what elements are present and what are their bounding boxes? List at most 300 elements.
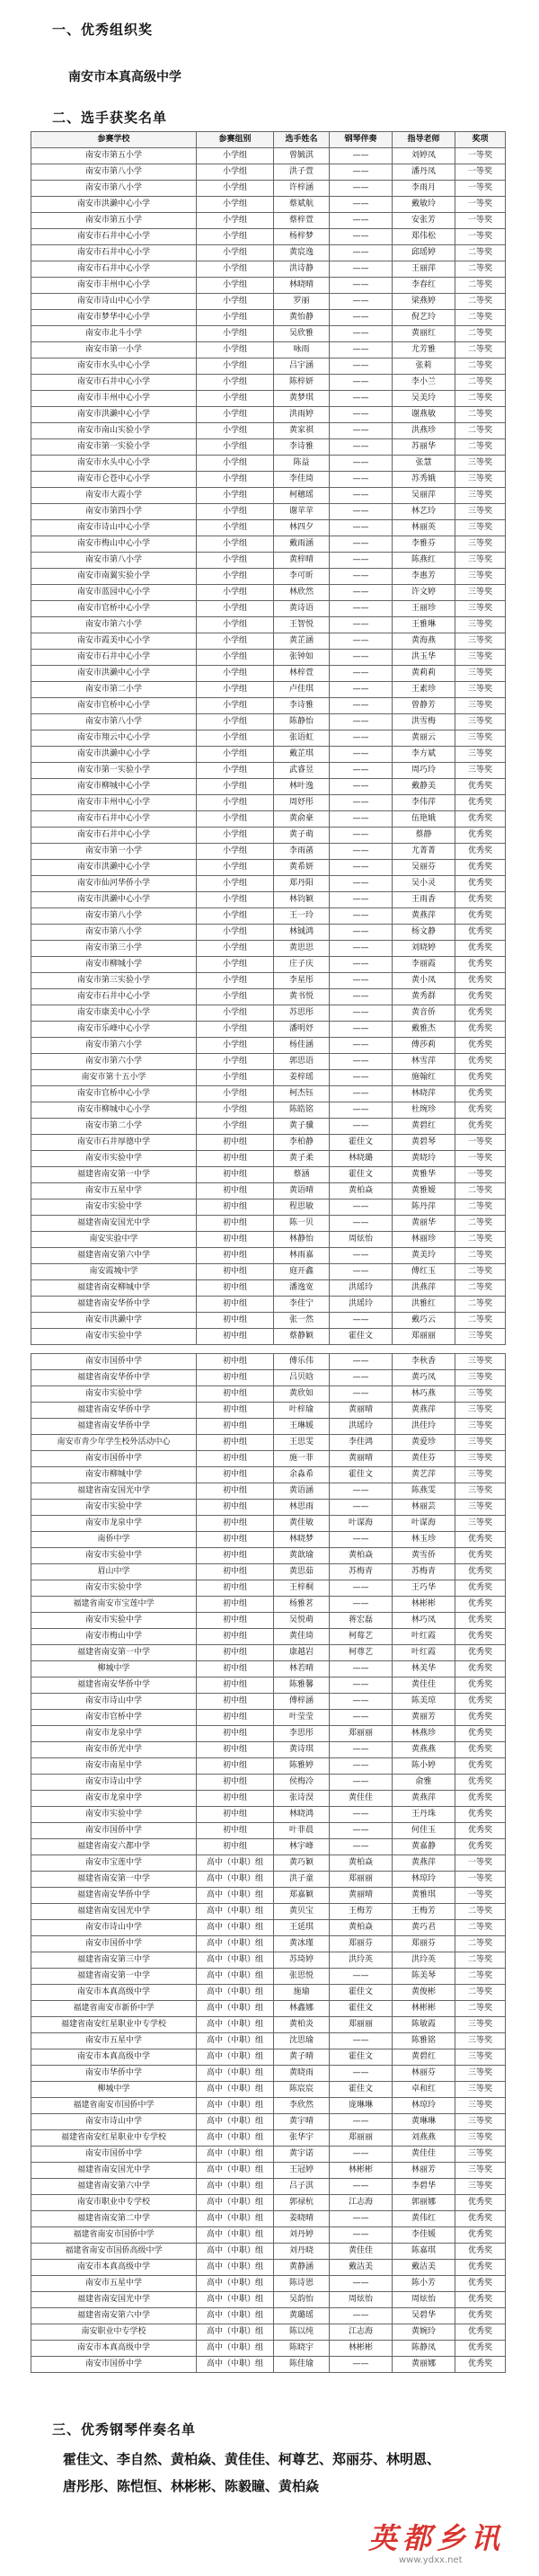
cell-award: 优秀奖	[455, 1775, 506, 1791]
cell-teacher: 郑丽丽	[393, 1329, 455, 1345]
cell-group: 小学组	[197, 844, 274, 860]
table-row	[31, 488, 506, 504]
cell-teacher: 黄碧琴	[393, 1135, 455, 1151]
cell-group: 小学组	[197, 763, 274, 779]
table-row	[31, 779, 506, 795]
cell-school: 南安市南山实验小学	[31, 423, 197, 439]
cell-accompanist: ——	[330, 617, 393, 633]
cell-contestant: 林若晴	[274, 1661, 330, 1677]
cell-school: 南安市柳城小学	[31, 957, 197, 973]
cell-school: 南安市水头中心小学	[31, 456, 197, 472]
cell-accompanist: ——	[330, 666, 393, 682]
cell-teacher: 施翰红	[393, 1070, 455, 1086]
cell-contestant: 黄希妍	[274, 860, 330, 876]
cell-contestant: 黄梦琪	[274, 391, 330, 407]
cell-award: 三等奖	[455, 504, 506, 520]
table-row	[31, 1742, 506, 1758]
cell-contestant: 张华宇	[274, 2130, 330, 2147]
cell-teacher: 黄燕燕	[393, 1742, 455, 1758]
cell-award: 优秀奖	[455, 2244, 506, 2260]
cell-award: 二等奖	[455, 1936, 506, 1952]
cell-teacher: 许文婷	[393, 585, 455, 601]
cell-accompanist: ——	[330, 1500, 393, 1516]
cell-award: 二等奖	[455, 391, 506, 407]
watermark-logo-text: 英都乡讯	[368, 2521, 506, 2555]
table-row	[31, 1661, 506, 1677]
cell-contestant: 黄晓雨	[274, 2066, 330, 2082]
cell-award: 三等奖	[455, 1386, 506, 1403]
cell-group: 小学组	[197, 164, 274, 181]
cell-school: 南安市石井中心小学	[31, 229, 197, 245]
cell-accompanist: ——	[330, 504, 393, 520]
site-watermark	[368, 2516, 521, 2572]
cell-accompanist: ——	[330, 682, 393, 698]
cell-accompanist: ——	[330, 407, 393, 423]
cell-school: 南安市诗山中学	[31, 1694, 197, 1710]
cell-group: 初中组	[197, 1758, 274, 1775]
cell-teacher: 潘丹凤	[393, 164, 455, 181]
cell-group: 小学组	[197, 860, 274, 876]
cell-accompanist: ——	[330, 601, 393, 617]
cell-award: 一等奖	[455, 1888, 506, 1904]
cell-school: 南安市国侨中学	[31, 2357, 197, 2373]
cell-accompanist: ——	[330, 1216, 393, 1232]
cell-school: 福建省南安第一中学	[31, 1167, 197, 1183]
cell-contestant: 庭开鑫	[274, 1264, 330, 1280]
cell-group: 高中（中职）组	[197, 2130, 274, 2147]
table-row	[31, 1726, 506, 1742]
cell-teacher: 戴巧云	[393, 1313, 455, 1329]
cell-school: 福建省南安第一中学	[31, 1645, 197, 1661]
table-row	[31, 1823, 506, 1839]
cell-contestant: 叶菲晨	[274, 1823, 330, 1839]
cell-award: 优秀奖	[455, 1022, 506, 1038]
cell-accompanist: ——	[330, 472, 393, 488]
cell-award: 一等奖	[455, 1151, 506, 1167]
cell-award: 三等奖	[455, 730, 506, 747]
cell-accompanist: ——	[330, 326, 393, 342]
cell-accompanist: ——	[330, 1386, 393, 1403]
cell-teacher: 林燕珍	[393, 1726, 455, 1742]
cell-group: 小学组	[197, 294, 274, 310]
cell-group: 高中（中职）组	[197, 1952, 274, 1969]
cell-accompanist: ——	[330, 359, 393, 375]
cell-accompanist: ——	[330, 908, 393, 925]
cell-group: 初中组	[197, 1580, 274, 1597]
cell-group: 初中组	[197, 1183, 274, 1199]
cell-teacher: 傅红玉	[393, 1264, 455, 1280]
table-row	[31, 2082, 506, 2098]
cell-contestant: 苏思彤	[274, 1005, 330, 1022]
cell-contestant: 庄子庆	[274, 957, 330, 973]
cell-teacher: 黄俊彬	[393, 1985, 455, 2001]
cell-accompanist: ——	[330, 569, 393, 585]
cell-contestant: 叶莹莹	[274, 1710, 330, 1726]
table-row	[31, 1297, 506, 1313]
cell-contestant: 吴欣雅	[274, 326, 330, 342]
cell-teacher: 吴碧华	[393, 2308, 455, 2324]
cell-award: 优秀奖	[455, 1119, 506, 1135]
cell-accompanist: ——	[330, 892, 393, 908]
cell-group: 高中（中职）组	[197, 2114, 274, 2130]
cell-teacher: 陈雅铭	[393, 2033, 455, 2049]
cell-award: 三等奖	[455, 2179, 506, 2195]
cell-accompanist: ——	[330, 294, 393, 310]
cell-award: 优秀奖	[455, 1613, 506, 1629]
table-row	[31, 1548, 506, 1564]
table-row	[31, 1151, 506, 1167]
cell-award: 优秀奖	[455, 1580, 506, 1597]
cell-contestant: 林晓梦	[274, 1532, 330, 1548]
cell-teacher: 黄燕萍	[393, 1855, 455, 1872]
cell-contestant: 吕宇涵	[274, 359, 330, 375]
cell-school: 南安市第一小学	[31, 844, 197, 860]
cell-award: 优秀奖	[455, 2324, 506, 2341]
cell-teacher: 安张芳	[393, 213, 455, 229]
table-row	[31, 1199, 506, 1216]
cell-group: 初中组	[197, 1742, 274, 1758]
table-row	[31, 148, 506, 164]
cell-school: 南安市五星中学	[31, 1183, 197, 1199]
cell-school: 福建省南安华侨中学	[31, 1403, 197, 1419]
cell-contestant: 黄子骥	[274, 1119, 330, 1135]
cell-group: 小学组	[197, 747, 274, 763]
cell-award: 三等奖	[455, 1483, 506, 1500]
cell-contestant: 李雨菡	[274, 844, 330, 860]
cell-group: 小学组	[197, 342, 274, 359]
table-row	[31, 1403, 506, 1419]
cell-group: 小学组	[197, 682, 274, 698]
cell-group: 小学组	[197, 504, 274, 520]
cell-accompanist: 黄丽晴	[330, 1888, 393, 1904]
cell-teacher: 李方斌	[393, 747, 455, 763]
cell-teacher: 黄丽云	[393, 730, 455, 747]
cell-group: 高中（中职）组	[197, 2082, 274, 2098]
cell-award: 二等奖	[455, 1232, 506, 1248]
table-row	[31, 439, 506, 456]
cell-teacher: 郑丽芬	[393, 1936, 455, 1952]
cell-school: 福建省南安市国侨高级中学	[31, 2244, 197, 2260]
cell-accompanist: ——	[330, 1370, 393, 1386]
cell-teacher: 林巧凤	[393, 1613, 455, 1629]
cell-teacher: 黄巧凤	[393, 1370, 455, 1386]
cell-school: 福建省南安红星职业中专学校	[31, 2130, 197, 2147]
cell-teacher: 李伟萍	[393, 795, 455, 811]
cell-contestant: 黄冰瑾	[274, 1936, 330, 1952]
cell-accompanist: ——	[330, 957, 393, 973]
cell-group: 初中组	[197, 1135, 274, 1151]
cell-school: 南安市实验中学	[31, 1386, 197, 1403]
cell-award: 三等奖	[455, 472, 506, 488]
cell-group: 小学组	[197, 908, 274, 925]
cell-school: 南安市侨光中学	[31, 1742, 197, 1758]
cell-school: 南安市石井中心小学	[31, 989, 197, 1005]
cell-accompanist: 霍佳文	[330, 2049, 393, 2066]
cell-award: 二等奖	[455, 261, 506, 278]
cell-contestant: 吕子淇	[274, 2179, 330, 2195]
cell-school: 南安市诗山中心小学	[31, 294, 197, 310]
cell-school: 福建省南安市国侨中学	[31, 2098, 197, 2114]
cell-accompanist: ——	[330, 181, 393, 197]
cell-group: 小学组	[197, 650, 274, 666]
cell-teacher: 黄雪侨	[393, 1548, 455, 1564]
table-row	[31, 714, 506, 730]
cell-accompanist: ——	[330, 261, 393, 278]
cell-school: 南安市石井中心小学	[31, 261, 197, 278]
cell-accompanist: ——	[330, 811, 393, 828]
table-row	[31, 2049, 506, 2066]
cell-group: 小学组	[197, 569, 274, 585]
cell-accompanist: ——	[330, 1354, 393, 1370]
cell-award: 三等奖	[455, 553, 506, 569]
cell-award: 优秀奖	[455, 860, 506, 876]
cell-accompanist: 林晓璐	[330, 1151, 393, 1167]
cell-school: 南安市诗山中学	[31, 1920, 197, 1936]
cell-group: 小学组	[197, 536, 274, 553]
table-row	[31, 1758, 506, 1775]
table-row	[31, 1435, 506, 1451]
cell-accompanist: 洪瑶玲	[330, 1297, 393, 1313]
cell-school: 南安市实验中学	[31, 1199, 197, 1216]
cell-group: 小学组	[197, 876, 274, 892]
cell-contestant: 叶梓瑜	[274, 1403, 330, 1419]
cell-contestant: 傅梓涵	[274, 1694, 330, 1710]
table-row	[31, 1710, 506, 1726]
table-row	[31, 375, 506, 391]
cell-award: 二等奖	[455, 2001, 506, 2017]
table-row	[31, 1167, 506, 1183]
table-row	[31, 1580, 506, 1597]
cell-award: 三等奖	[455, 1329, 506, 1345]
cell-teacher: 吴丽芬	[393, 860, 455, 876]
cell-group: 小学组	[197, 730, 274, 747]
cell-award: 优秀奖	[455, 844, 506, 860]
cell-school: 南安市石井中心小学	[31, 245, 197, 261]
cell-school: 南安市宝莲中学	[31, 1855, 197, 1872]
cell-accompanist: ——	[330, 2276, 393, 2292]
table-row	[31, 957, 506, 973]
cell-contestant: 林欣然	[274, 585, 330, 601]
cell-accompanist: 郑丽芬	[330, 1936, 393, 1952]
table-row	[31, 666, 506, 682]
cell-teacher: 戴静美	[393, 779, 455, 795]
cell-accompanist: ——	[330, 1119, 393, 1135]
cell-teacher: 黄爱珍	[393, 1435, 455, 1451]
cell-school: 南安市国侨中学	[31, 1823, 197, 1839]
cell-school: 南安市官桥中心小学	[31, 698, 197, 714]
cell-teacher: 黄艺萍	[393, 1467, 455, 1483]
table-row	[31, 1135, 506, 1151]
cell-teacher: 陈美琼	[393, 1694, 455, 1710]
cell-contestant: 林雨嘉	[274, 1248, 330, 1264]
cell-group: 初中组	[197, 1354, 274, 1370]
cell-school: 南安市国侨中学	[31, 1936, 197, 1952]
cell-contestant: 黄静涵	[274, 2260, 330, 2276]
cell-contestant: 黄佳敏	[274, 1516, 330, 1532]
cell-teacher: 黄莉莉	[393, 666, 455, 682]
cell-teacher: 谢燕敏	[393, 407, 455, 423]
cell-accompanist: ——	[330, 1839, 393, 1855]
cell-teacher: 李秋香	[393, 1354, 455, 1370]
col-award: 奖项	[455, 132, 506, 148]
cell-school: 南安市官桥中心小学	[31, 601, 197, 617]
cell-contestant: 李思彤	[274, 1726, 330, 1742]
table-row	[31, 2163, 506, 2179]
cell-accompanist: 周炫怡	[330, 2292, 393, 2308]
cell-group: 初中组	[197, 1629, 274, 1645]
cell-teacher: 黄美玲	[393, 1248, 455, 1264]
table-row	[31, 1532, 506, 1548]
cell-teacher: 李雨月	[393, 181, 455, 197]
cell-teacher: 黄雅华	[393, 1167, 455, 1183]
table-row	[31, 278, 506, 294]
cell-accompanist: ——	[330, 1102, 393, 1119]
cell-contestant: 张一然	[274, 1313, 330, 1329]
cell-group: 高中（中职）组	[197, 2001, 274, 2017]
cell-accompanist: ——	[330, 1597, 393, 1613]
cell-award: 二等奖	[455, 1183, 506, 1199]
cell-group: 小学组	[197, 407, 274, 423]
cell-award: 二等奖	[455, 310, 506, 326]
cell-contestant: 李欣然	[274, 2098, 330, 2114]
cell-accompanist: ——	[330, 310, 393, 326]
cell-contestant: 吴悦萌	[274, 1613, 330, 1629]
cell-school: 南安市洪濑中心小学	[31, 860, 197, 876]
table-row	[31, 1855, 506, 1872]
cell-award: 三等奖	[455, 698, 506, 714]
cell-group: 初中组	[197, 1661, 274, 1677]
cell-contestant: 戴雨涵	[274, 536, 330, 553]
cell-school: 南安市职业中专学校	[31, 2195, 197, 2211]
cell-group: 小学组	[197, 1119, 274, 1135]
cell-accompanist: ——	[330, 391, 393, 407]
cell-teacher: 王丹珠	[393, 1807, 455, 1823]
cell-school: 南安市实验中学	[31, 1151, 197, 1167]
cell-teacher: 曾静芳	[393, 698, 455, 714]
cell-contestant: 李可昕	[274, 569, 330, 585]
cell-school: 南安市第八小学	[31, 164, 197, 181]
cell-award: 优秀奖	[455, 1102, 506, 1119]
cell-teacher: 黄丽华	[393, 1216, 455, 1232]
cell-group: 初中组	[197, 1726, 274, 1742]
cell-teacher: 林琼玲	[393, 2098, 455, 2114]
cell-group: 高中（中职）组	[197, 2211, 274, 2227]
cell-contestant: 李诗雅	[274, 439, 330, 456]
cell-award: 三等奖	[455, 1370, 506, 1386]
cell-school: 福建省南安市宝莲中学	[31, 1597, 197, 1613]
cell-group: 小学组	[197, 925, 274, 941]
cell-group: 小学组	[197, 714, 274, 730]
table-row	[31, 1183, 506, 1199]
cell-teacher: 周炫怡	[393, 2292, 455, 2308]
cell-group: 高中（中职）组	[197, 2195, 274, 2211]
cell-school: 南安市实验中学	[31, 1500, 197, 1516]
cell-contestant: 黄语涵	[274, 1483, 330, 1500]
cell-group: 小学组	[197, 601, 274, 617]
cell-group: 初中组	[197, 1386, 274, 1403]
cell-teacher: 王雨香	[393, 892, 455, 908]
table-row	[31, 2324, 506, 2341]
col-contestant: 选手姓名	[274, 132, 330, 148]
cell-group: 高中（中职）组	[197, 2163, 274, 2179]
table-row	[31, 164, 506, 181]
table-row	[31, 633, 506, 650]
cell-contestant: 姜梓瑶	[274, 1070, 330, 1086]
cell-teacher: 周巧玲	[393, 763, 455, 779]
cell-group: 小学组	[197, 326, 274, 342]
cell-award: 二等奖	[455, 423, 506, 439]
cell-accompanist: ——	[330, 973, 393, 989]
cell-contestant: 刘丹婷	[274, 2227, 330, 2244]
cell-contestant: 施瑜	[274, 1985, 330, 2001]
cell-contestant: 陈诗恩	[274, 2276, 330, 2292]
cell-award: 优秀奖	[455, 973, 506, 989]
cell-group: 初中组	[197, 1564, 274, 1580]
cell-award: 三等奖	[455, 1467, 506, 1483]
cell-contestant: 柯杰钰	[274, 1086, 330, 1102]
cell-group: 初中组	[197, 1313, 274, 1329]
cell-group: 初中组	[197, 1823, 274, 1839]
cell-group: 初中组	[197, 1677, 274, 1694]
cell-school: 南安市梅山中学	[31, 1629, 197, 1645]
cell-accompanist: ——	[330, 1823, 393, 1839]
cell-award: 三等奖	[455, 2082, 506, 2098]
table-row	[31, 2308, 506, 2324]
cell-contestant: 卢佳琪	[274, 682, 330, 698]
cell-contestant: 王琳媛	[274, 1419, 330, 1435]
cell-contestant: 林静怡	[274, 1232, 330, 1248]
cell-contestant: 谢苹苹	[274, 504, 330, 520]
cell-school: 福建省南安第三中学	[31, 1952, 197, 1969]
cell-group: 初中组	[197, 1483, 274, 1500]
cell-accompanist: 江志海	[330, 2195, 393, 2211]
cell-contestant: 林思雨	[274, 1500, 330, 1516]
cell-teacher: 陈美琴	[393, 1969, 455, 1985]
cell-contestant: 程思敏	[274, 1199, 330, 1216]
cell-group: 初中组	[197, 1403, 274, 1419]
cell-contestant: 柯穗瑶	[274, 488, 330, 504]
cell-school: 南安市第一实验小学	[31, 763, 197, 779]
table-row	[31, 407, 506, 423]
cell-school: 福建省南安第一中学	[31, 1872, 197, 1888]
cell-teacher: 吴丽萍	[393, 488, 455, 504]
table-row	[31, 2001, 506, 2017]
cell-award: 优秀奖	[455, 925, 506, 941]
cell-contestant: 曾毓淇	[274, 148, 330, 164]
table-row	[31, 682, 506, 698]
cell-accompanist: 柯尊艺	[330, 1645, 393, 1661]
cell-award: 三等奖	[455, 763, 506, 779]
cell-teacher: 洪燕珍	[393, 423, 455, 439]
cell-accompanist: ——	[330, 536, 393, 553]
cell-contestant: 张语虹	[274, 730, 330, 747]
cell-award: 二等奖	[455, 326, 506, 342]
cell-accompanist: 郑丽丽	[330, 2130, 393, 2147]
cell-school: 南安市水头中心小学	[31, 359, 197, 375]
cell-teacher: 林玉珍	[393, 1532, 455, 1548]
cell-group: 初中组	[197, 1710, 274, 1726]
cell-award: 优秀奖	[455, 795, 506, 811]
cell-contestant: 康越岩	[274, 1645, 330, 1661]
cell-group: 高中（中职）组	[197, 1855, 274, 1872]
pianist-line-2: 唐彤彤、陈恺恒、林彬彬、陈毅瞳、黄柏焱	[63, 2478, 320, 2494]
cell-accompanist: ——	[330, 876, 393, 892]
cell-award: 优秀奖	[455, 2227, 506, 2244]
cell-contestant: 黄欣如	[274, 1386, 330, 1403]
cell-school: 南安市仙河华侨小学	[31, 876, 197, 892]
cell-award: 三等奖	[455, 650, 506, 666]
table-row	[31, 2260, 506, 2276]
